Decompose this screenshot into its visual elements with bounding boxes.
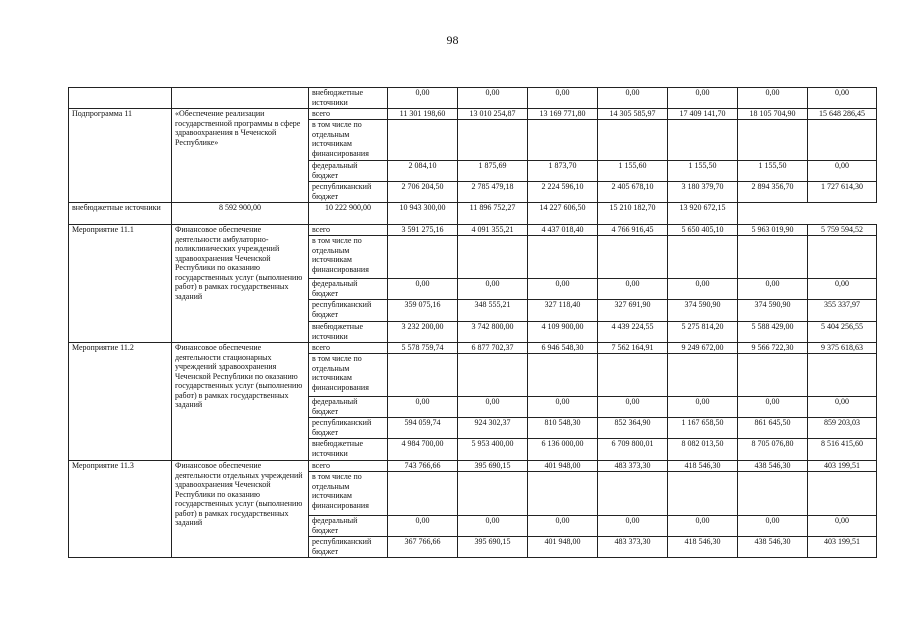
amount-cell: 5 963 019,90 [738,225,808,236]
amount-cell: 852 364,90 [598,418,668,439]
amount-cell: 0,00 [528,397,598,418]
amount-cell [598,120,668,161]
amount-cell: 2 706 204,50 [388,182,458,203]
amount-cell: 1 875,69 [458,161,528,182]
amount-cell: 0,00 [528,516,598,537]
amount-cell [598,354,668,397]
funding-source-cell: федеральный бюджет [309,516,388,537]
amount-cell: 395 690,15 [458,461,528,472]
amount-cell: 7 562 164,91 [598,343,668,354]
amount-cell: 327 118,40 [528,300,598,322]
amount-cell: 0,00 [738,279,808,300]
funding-source-cell: республиканский бюджет [309,537,388,558]
amount-cell: 4 984 700,00 [388,439,458,461]
amount-cell [668,354,738,397]
table-row [69,88,877,109]
amount-cell: 2 405 678,10 [598,182,668,203]
amount-cell: 1 727 614,30 [808,182,877,203]
amount-cell: 403 199,51 [808,537,877,558]
program-title-cell: «Обеспечение реализации государственной программы в сфере здравоохранения в Чеченской Республике» [172,109,309,203]
amount-cell: 0,00 [808,397,877,418]
amount-cell: 4 766 916,45 [598,225,668,236]
amount-cell: 0,00 [808,161,877,182]
amount-cell: 3 232 200,00 [388,322,458,343]
amount-cell [388,236,458,279]
amount-cell: 0,00 [458,88,528,109]
funding-source-cell: всего [309,461,388,472]
amount-cell: 0,00 [388,516,458,537]
amount-cell: 327 691,90 [598,300,668,322]
amount-cell: 1 873,70 [528,161,598,182]
amount-cell: 0,00 [598,516,668,537]
amount-cell: 8 082 013,50 [668,439,738,461]
amount-cell: 8 516 415,60 [808,439,877,461]
amount-cell: 8 592 900,00 [172,203,309,225]
amount-cell: 359 075,16 [388,300,458,322]
amount-cell: 4 437 018,40 [528,225,598,236]
amount-cell: 5 650 405,10 [668,225,738,236]
amount-cell [738,472,808,516]
program-name-cell: Мероприятие 11.2 [69,343,172,461]
amount-cell: 2 785 479,18 [458,182,528,203]
funding-source-cell: республиканский бюджет [309,418,388,439]
funding-source-cell: внебюджетные источники [309,439,388,461]
amount-cell: 594 059,74 [388,418,458,439]
amount-cell: 2 224 596,10 [528,182,598,203]
amount-cell: 438 546,30 [738,461,808,472]
program-title-cell: Финансовое обеспечение деятельности амбулаторно-поликлинических учреждений здравоохранения Чеченской Республики по оказанию государственных услуг (выполнению работ) в рамках государственных заданий [172,225,309,343]
funding-source-cell: всего [309,343,388,354]
amount-cell: 4 109 900,00 [528,322,598,343]
amount-cell [808,472,877,516]
amount-cell: 6 709 800,01 [598,439,668,461]
amount-cell: 15 648 286,45 [808,109,877,120]
amount-cell [388,354,458,397]
amount-cell: 0,00 [388,279,458,300]
amount-cell: 5 759 594,52 [808,225,877,236]
amount-cell: 9 566 722,30 [738,343,808,354]
amount-cell [388,472,458,516]
amount-cell: 13 920 672,15 [668,203,738,225]
amount-cell: 0,00 [458,397,528,418]
amount-cell: 3 591 275,16 [388,225,458,236]
amount-cell: 9 375 618,63 [808,343,877,354]
amount-cell: 0,00 [668,88,738,109]
funding-source-cell: в том числе по отдельным источникам финансирования [309,236,388,279]
program-name-cell: Мероприятие 11.3 [69,461,172,558]
amount-cell: 0,00 [528,279,598,300]
amount-cell: 418 546,30 [668,461,738,472]
amount-cell [528,472,598,516]
amount-cell [738,120,808,161]
amount-cell: 0,00 [808,279,877,300]
amount-cell: 1 155,50 [738,161,808,182]
program-title-cell [172,88,309,109]
amount-cell [598,236,668,279]
amount-cell: 0,00 [528,88,598,109]
amount-cell: 483 373,30 [598,537,668,558]
program-name-cell: Подпрограмма 11 [69,109,172,203]
amount-cell: 18 105 704,90 [738,109,808,120]
amount-cell: 438 546,30 [738,537,808,558]
amount-cell: 0,00 [738,397,808,418]
program-name-cell: Мероприятие 11.1 [69,225,172,343]
amount-cell: 6 877 702,37 [458,343,528,354]
amount-cell: 861 645,50 [738,418,808,439]
amount-cell [668,472,738,516]
amount-cell [528,236,598,279]
amount-cell: 0,00 [458,516,528,537]
financing-table [68,87,877,558]
amount-cell [458,472,528,516]
amount-cell: 3 742 800,00 [458,322,528,343]
program-title-cell: Финансовое обеспечение деятельности отдельных учреждений здравоохранения Чеченской Республики по оказанию государственных услуг (выполнению работ) в рамках государственных заданий [172,461,309,558]
page-number: 98 [446,33,459,47]
funding-source-cell: федеральный бюджет [309,161,388,182]
amount-cell [808,120,877,161]
amount-cell: 11 301 198,60 [388,109,458,120]
amount-cell: 0,00 [808,88,877,109]
amount-cell [668,236,738,279]
funding-source-cell: всего [309,109,388,120]
amount-cell: 0,00 [598,397,668,418]
amount-cell [458,236,528,279]
amount-cell: 0,00 [598,88,668,109]
amount-cell: 0,00 [388,88,458,109]
amount-cell: 8 705 076,80 [738,439,808,461]
amount-cell: 374 590,90 [738,300,808,322]
amount-cell [598,472,668,516]
amount-cell [458,120,528,161]
amount-cell: 401 948,00 [528,461,598,472]
amount-cell: 10 222 900,00 [309,203,388,225]
amount-cell: 0,00 [808,516,877,537]
amount-cell: 418 546,30 [668,537,738,558]
amount-cell: 401 948,00 [528,537,598,558]
amount-cell: 367 766,66 [388,537,458,558]
amount-cell: 483 373,30 [598,461,668,472]
funding-source-cell: внебюджетные источники [69,203,172,225]
amount-cell: 15 210 182,70 [598,203,668,225]
amount-cell: 395 690,15 [458,537,528,558]
funding-source-cell: в том числе по отдельным источникам финансирования [309,472,388,516]
table-row [69,203,877,225]
amount-cell: 0,00 [388,397,458,418]
amount-cell: 0,00 [668,516,738,537]
funding-source-cell: федеральный бюджет [309,279,388,300]
funding-source-cell: федеральный бюджет [309,397,388,418]
amount-cell: 5 404 256,55 [808,322,877,343]
amount-cell: 14 305 585,97 [598,109,668,120]
amount-cell: 5 578 759,74 [388,343,458,354]
amount-cell [528,120,598,161]
amount-cell: 0,00 [598,279,668,300]
amount-cell: 4 439 224,55 [598,322,668,343]
amount-cell: 403 199,51 [808,461,877,472]
amount-cell: 1 167 658,50 [668,418,738,439]
amount-cell: 0,00 [458,279,528,300]
amount-cell: 348 555,21 [458,300,528,322]
amount-cell: 0,00 [738,88,808,109]
amount-cell: 10 943 300,00 [388,203,458,225]
amount-cell: 5 953 400,00 [458,439,528,461]
amount-cell: 13 010 254,87 [458,109,528,120]
program-title-cell: Финансовое обеспечение деятельности стационарных учреждений здравоохранения Чеченской Республики по оказанию государственных услуг (выполнению работ) в рамках государственных заданий [172,343,309,461]
funding-source-cell: внебюджетные источники [309,88,388,109]
amount-cell: 810 548,30 [528,418,598,439]
amount-cell [668,120,738,161]
amount-cell [808,354,877,397]
amount-cell: 1 155,50 [668,161,738,182]
funding-source-cell: в том числе по отдельным источникам финансирования [309,120,388,161]
amount-cell: 0,00 [668,279,738,300]
amount-cell [808,236,877,279]
amount-cell: 3 180 379,70 [668,182,738,203]
amount-cell: 1 155,60 [598,161,668,182]
amount-cell: 2 084,10 [388,161,458,182]
amount-cell [738,354,808,397]
amount-cell: 5 275 814,20 [668,322,738,343]
amount-cell: 9 249 672,00 [668,343,738,354]
amount-cell [738,236,808,279]
amount-cell [458,354,528,397]
amount-cell: 14 227 606,50 [528,203,598,225]
table-row [69,109,877,120]
amount-cell: 4 091 355,21 [458,225,528,236]
amount-cell: 859 203,03 [808,418,877,439]
amount-cell: 924 302,37 [458,418,528,439]
amount-cell: 13 169 771,80 [528,109,598,120]
funding-source-cell: внебюджетные источники [309,322,388,343]
amount-cell: 17 409 141,70 [668,109,738,120]
funding-source-cell: в том числе по отдельным источникам финансирования [309,354,388,397]
table-row [69,225,877,236]
funding-source-cell: республиканский бюджет [309,300,388,322]
amount-cell: 0,00 [668,397,738,418]
amount-cell: 5 588 429,00 [738,322,808,343]
amount-cell: 11 896 752,27 [458,203,528,225]
amount-cell: 0,00 [738,516,808,537]
table-row [69,343,877,354]
program-name-cell [69,88,172,109]
amount-cell: 743 766,66 [388,461,458,472]
amount-cell [528,354,598,397]
funding-source-cell: всего [309,225,388,236]
amount-cell: 374 590,90 [668,300,738,322]
amount-cell [388,120,458,161]
amount-cell: 6 946 548,30 [528,343,598,354]
funding-source-cell: республиканский бюджет [309,182,388,203]
table-row [69,461,877,472]
amount-cell: 2 894 356,70 [738,182,808,203]
amount-cell: 6 136 000,00 [528,439,598,461]
amount-cell: 355 337,97 [808,300,877,322]
